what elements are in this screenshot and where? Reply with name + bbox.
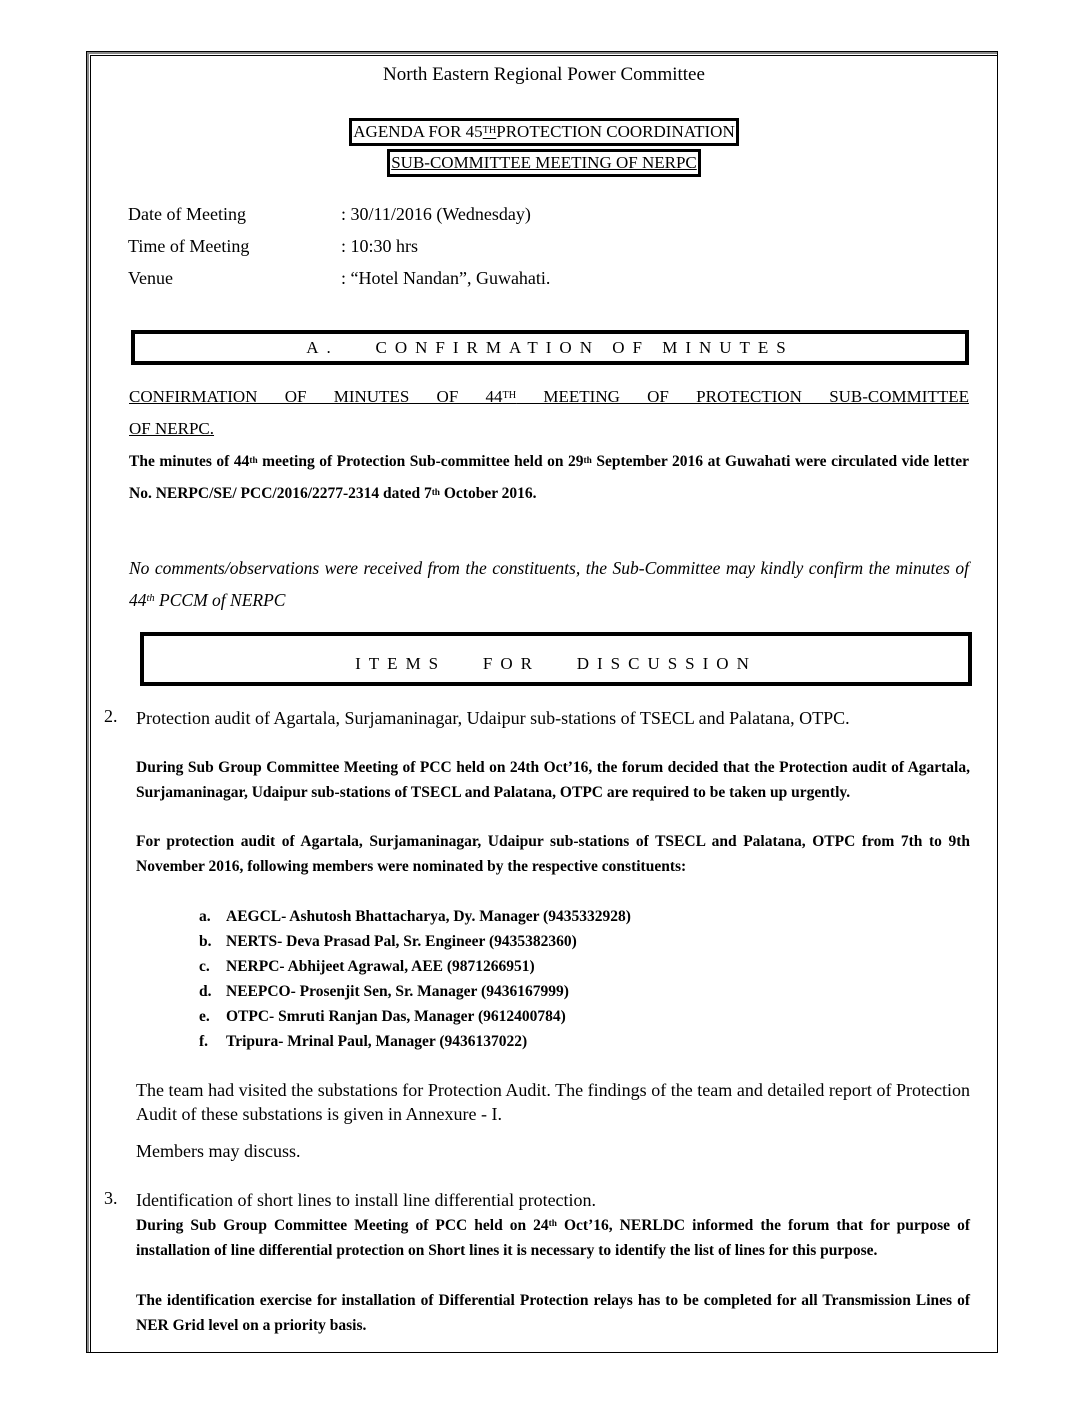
section-a-comments-paragraph — [129, 552, 969, 616]
nominee-item — [199, 1029, 527, 1054]
item-2-findings: The team had visited the substations for Protection Audit. The findings of the team and detailed report of Protection Audit of these substations is given in Annexure - I. — [136, 1080, 970, 1124]
meeting-venue-value: : “Hotel Nandan”, Guwahati. — [341, 268, 551, 288]
nominee-text: NERTS- Deva Prasad Pal, Sr. Engineer (9435382360) — [226, 933, 577, 950]
item-2-number: 2. — [104, 706, 118, 726]
meeting-time-label: Time of Meeting — [128, 236, 250, 256]
item-2-closing: Members may discuss. — [136, 1141, 301, 1161]
section-a-title — [129, 381, 969, 413]
item-3-paragraph-1 — [136, 1213, 970, 1263]
para-sup: th — [583, 456, 592, 466]
nominee-item — [199, 929, 577, 954]
nominee-item — [199, 979, 569, 1004]
para-text: The minutes of 44 — [129, 453, 250, 470]
para-sup: th — [146, 593, 155, 604]
nominee-label: a. — [199, 908, 211, 925]
meeting-venue-label: Venue — [128, 268, 173, 288]
para-text: Oct’16, NERLDC informed the forum that for purpose of installation of line differential protection on Short lines it is necessary to identify the list of lines for this purpose. — [136, 1217, 971, 1259]
para-sup: th — [431, 488, 440, 498]
agenda-title-line-1 — [0, 118, 1088, 146]
nominee-label: d. — [199, 983, 212, 1000]
agenda-title-sup: TH — [482, 125, 497, 136]
section-a-heading — [131, 330, 969, 365]
para-text: PCCM of NERPC — [154, 590, 286, 610]
section-a-title-text: MEETING OF PROTECTION SUB-COMMITTEE — [516, 387, 969, 406]
nominee-text: NEEPCO- Prosenjit Sen, Sr. Manager (9436167999) — [226, 983, 569, 1000]
nominee-label: b. — [199, 933, 212, 950]
meeting-date-row — [128, 204, 531, 225]
section-b-heading-text: ITEMS FOR DISCUSSION — [355, 654, 757, 673]
meeting-date-label: Date of Meeting — [128, 204, 246, 224]
agenda-title-text: PROTECTION COORDINATION — [496, 122, 735, 141]
item-3-paragraph-2: The identification exercise for installation of Differential Protection relays has to be completed for all Transmission Lines of NER Grid level on a priority basis. — [136, 1292, 970, 1334]
nominee-text: OTPC- Smruti Ranjan Das, Manager (9612400784) — [226, 1008, 566, 1025]
nominee-text: Tripura- Mrinal Paul, Manager (9436137022) — [226, 1033, 528, 1050]
nominee-item — [199, 904, 631, 929]
section-a-title-line-2: OF NERPC. — [129, 419, 215, 438]
section-a-minutes-paragraph — [129, 446, 969, 510]
nominee-label: f. — [199, 1033, 209, 1050]
para-text: meeting of Protection Sub-committee held on 29 — [257, 453, 584, 470]
item-2-paragraph-1: During Sub Group Committee Meeting of PCC held on 24th Oct’16, the forum decided that the Protection audit of Agartala, Surjamaninagar, Udaipur sub-stations of TSECL and Palatana, OTPC are required to be taken up urgently. — [136, 759, 970, 801]
item-3-title: Identification of short lines to install line differential protection. — [136, 1190, 597, 1210]
section-a-title-sup: TH — [502, 390, 517, 401]
nominee-text: AEGCL- Ashutosh Bhattacharya, Dy. Manager (9435332928) — [226, 908, 631, 925]
meeting-time-value: : 10:30 hrs — [341, 236, 419, 256]
nominee-label: c. — [199, 958, 210, 975]
section-b-heading — [140, 632, 972, 686]
item-2-title: Protection audit of Agartala, Surjamaninagar, Udaipur sub-stations of TSECL and Palatana, OTPC. — [136, 708, 850, 728]
agenda-title-text: SUB-COMMITTEE MEETING OF NERPC — [387, 149, 701, 177]
organization-title: North Eastern Regional Power Committee — [383, 64, 705, 85]
nominee-label: e. — [199, 1008, 210, 1025]
section-a-heading-text: A. CONFIRMATION OF MINUTES — [306, 338, 794, 357]
item-3-number: 3. — [104, 1188, 118, 1208]
para-text: October 2016. — [439, 485, 537, 502]
para-text: No comments/observations were received from the constituents, the Sub-Committee may kindly confirm the minutes of 44 — [129, 558, 969, 610]
agenda-title-line-2 — [0, 149, 1088, 177]
item-2-paragraph-2: For protection audit of Agartala, Surjamaninagar, Udaipur sub-stations of TSECL and Palatana, OTPC from 7th to 9th November 2016, following members were nominated by the respective constituents: — [136, 833, 970, 875]
para-sup: th — [548, 1219, 557, 1229]
nominee-text: NERPC- Abhijeet Agrawal, AEE (9871266951) — [226, 958, 535, 975]
meeting-venue-row — [128, 268, 550, 289]
nominee-item — [199, 1004, 566, 1029]
agenda-title-text: AGENDA FOR 45 — [353, 122, 483, 141]
para-text: September 2016 at Guwahati were circulated vide letter No. NERPC/SE/ PCC/2016/2277-2314 dated 7 — [129, 453, 969, 502]
meeting-date-value: : 30/11/2016 (Wednesday) — [341, 204, 531, 224]
para-text: During Sub Group Committee Meeting of PCC held on 24 — [136, 1217, 549, 1234]
para-sup: th — [249, 456, 258, 466]
section-a-title-text: CONFIRMATION OF MINUTES OF 44 — [129, 387, 503, 406]
meeting-time-row — [128, 236, 418, 257]
nominee-item — [199, 954, 535, 979]
